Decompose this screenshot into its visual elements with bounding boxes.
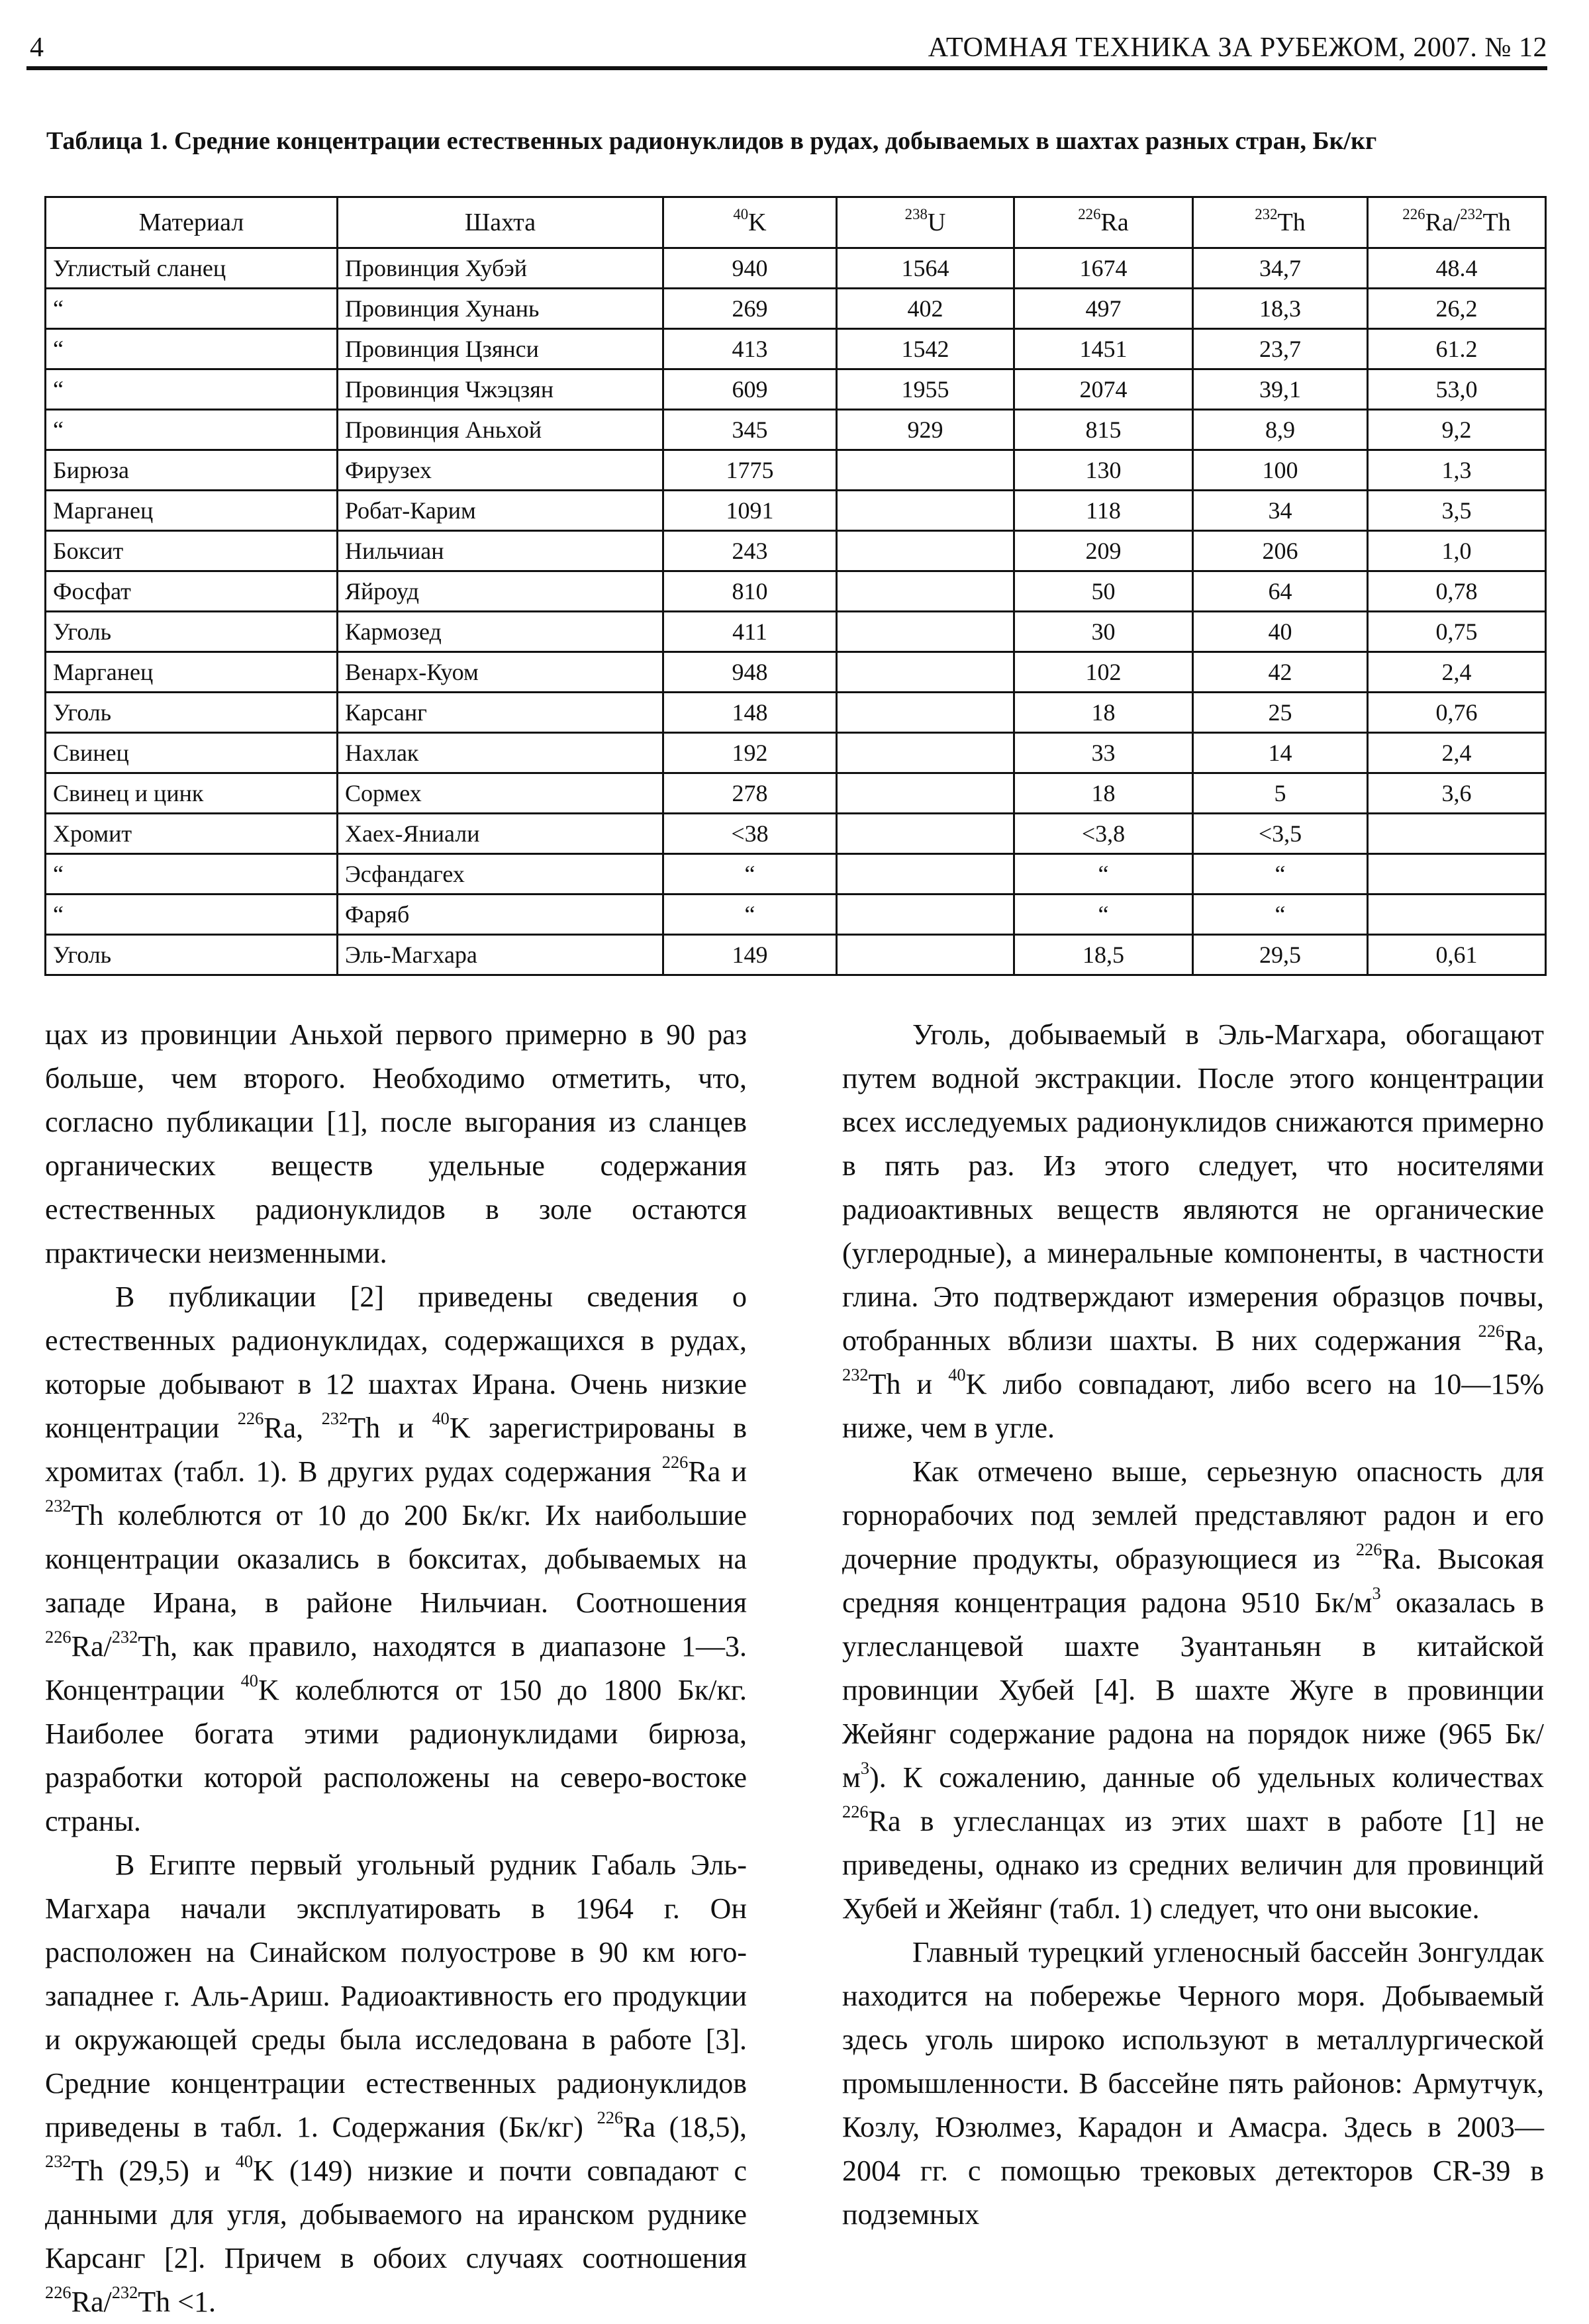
column-header xyxy=(1014,197,1193,248)
text-run: Th <1. xyxy=(138,2286,216,2318)
value-cell: 243 xyxy=(663,531,837,571)
value-cell: 192 xyxy=(663,733,837,773)
value-cell: 9,2 xyxy=(1368,410,1546,450)
table-row xyxy=(46,612,1546,652)
superscript: 226 xyxy=(661,1452,689,1473)
value-cell: 3,5 xyxy=(1368,491,1546,531)
running-head xyxy=(30,29,1547,66)
value-cell xyxy=(837,895,1014,935)
text-run: K зарегистрированы в хромитах (табл. 1). В других рудах содержания xyxy=(45,1412,747,1488)
material-cell: Боксит xyxy=(46,531,338,571)
element-symbol: U xyxy=(927,209,946,236)
value-cell: 53,0 xyxy=(1368,369,1546,410)
material-cell: Углистый сланец xyxy=(46,248,338,289)
value-cell: 102 xyxy=(1014,652,1193,693)
value-cell: 345 xyxy=(663,410,837,450)
value-cell: 64 xyxy=(1193,571,1368,612)
table-row xyxy=(46,773,1546,814)
mine-cell: Эль-Магхара xyxy=(338,935,663,975)
value-cell: 810 xyxy=(663,571,837,612)
material-cell: Марганец xyxy=(46,491,338,531)
value-cell: 413 xyxy=(663,329,837,369)
value-cell xyxy=(837,814,1014,854)
table-row xyxy=(46,895,1546,935)
value-cell: 100 xyxy=(1193,450,1368,491)
mine-cell: Робат-Карим xyxy=(338,491,663,531)
value-cell: 48.4 xyxy=(1368,248,1546,289)
superscript: 3 xyxy=(1372,1583,1381,1604)
isotope-mass: 232 xyxy=(1460,205,1483,222)
value-cell: 0,78 xyxy=(1368,571,1546,612)
value-cell: 402 xyxy=(837,289,1014,329)
table-row xyxy=(46,854,1546,895)
text-run: цах из провинции Аньхой первого примерно в 90 раз больше, чем второго. Необходимо отметить, что, согласно публикации [1], после выгорания из сланцев органических веществ удельные содержания естественных радионуклидов в золе остаются практически неизменными. xyxy=(45,1018,747,1269)
value-cell: 5 xyxy=(1193,773,1368,814)
data-table xyxy=(44,196,1547,976)
value-cell: 2074 xyxy=(1014,369,1193,410)
text-run: Уголь, добываемый в Эль-Магхара, обогащают путем водной экстракции. После этого концентрации всех исследуемых радионуклидов снижаются примерно в пять раз. Из этого следует, что носителями радиоактивных веществ являются не органические (углеродные), а минеральные компоненты, в частности глина. Это подтверждают измерения образцов почвы, отобранных вблизи шахты. В них содержания xyxy=(842,1018,1544,1357)
column-header xyxy=(338,197,663,248)
value-cell: 25 xyxy=(1193,693,1368,733)
value-cell: 18 xyxy=(1014,693,1193,733)
superscript: 3 xyxy=(860,1758,870,1778)
value-cell: “ xyxy=(663,895,837,935)
text-run: Th колеблются от 10 до 200 Бк/кг. Их наибольшие концентрации оказались в бокситах, добываемых на западе Ирана, в районе Нильчиан. Соотношения xyxy=(45,1499,747,1619)
material-cell: Уголь xyxy=(46,693,338,733)
mine-cell: Фаряб xyxy=(338,895,663,935)
material-cell: Бирюза xyxy=(46,450,338,491)
value-cell: 50 xyxy=(1014,571,1193,612)
right-column xyxy=(842,1013,1544,2237)
value-cell: “ xyxy=(1014,895,1193,935)
table-row xyxy=(46,369,1546,410)
paragraph xyxy=(45,1843,747,2324)
superscript: 226 xyxy=(45,2282,72,2303)
paragraph xyxy=(45,1275,747,1843)
table-row xyxy=(46,571,1546,612)
text-run: Ra в углесланцах из этих шахт в работе [1] не приведены, однако из средних величин для провинций Хубей и Жейянг (табл. 1) следует, что они высокие. xyxy=(842,1805,1544,1925)
text-run: Ra, xyxy=(1504,1324,1544,1357)
text-run: K колеблются от 150 до 1800 Бк/кг. Наиболее богата этими радионуклидами бирюза, разработки которой расположены на северо-востоке страны. xyxy=(45,1674,747,1837)
value-cell: 42 xyxy=(1193,652,1368,693)
value-cell: <3,5 xyxy=(1193,814,1368,854)
material-cell: Свинец xyxy=(46,733,338,773)
table-row xyxy=(46,450,1546,491)
text-run: Ra/ xyxy=(71,2286,112,2318)
material-cell: “ xyxy=(46,854,338,895)
value-cell xyxy=(837,854,1014,895)
value-cell xyxy=(837,531,1014,571)
value-cell: 130 xyxy=(1014,450,1193,491)
value-cell: 118 xyxy=(1014,491,1193,531)
superscript: 232 xyxy=(111,2282,138,2303)
table-body xyxy=(46,248,1546,975)
isotope-mass: 226 xyxy=(1078,205,1101,222)
element-symbol: Ra/ xyxy=(1425,209,1461,236)
table-row xyxy=(46,329,1546,369)
mine-cell: Провинция Хубэй xyxy=(338,248,663,289)
material-cell: Уголь xyxy=(46,935,338,975)
superscript: 226 xyxy=(597,2107,624,2128)
table-row xyxy=(46,814,1546,854)
superscript: 232 xyxy=(45,1496,72,1516)
mine-cell: Провинция Цзянси xyxy=(338,329,663,369)
value-cell: 411 xyxy=(663,612,837,652)
value-cell: 34 xyxy=(1193,491,1368,531)
paragraph xyxy=(45,1013,747,1275)
value-cell: 609 xyxy=(663,369,837,410)
superscript: 40 xyxy=(240,1670,258,1691)
paragraph xyxy=(842,1931,1544,2237)
value-cell xyxy=(837,773,1014,814)
table-header-row xyxy=(46,197,1546,248)
left-column xyxy=(45,1013,747,2324)
mine-cell: Карсанг xyxy=(338,693,663,733)
text-run: Ra/ xyxy=(71,1630,112,1663)
value-cell: 209 xyxy=(1014,531,1193,571)
value-cell: 23,7 xyxy=(1193,329,1368,369)
value-cell xyxy=(1368,814,1546,854)
mine-cell: Эсфандагех xyxy=(338,854,663,895)
text-run: K (149) низкие и почти совпадают с данными для угля, добываемого на иранском руднике Карсанг [2]. Причем в обоих случаях соотношения xyxy=(45,2155,747,2274)
value-cell: 29,5 xyxy=(1193,935,1368,975)
table-row xyxy=(46,652,1546,693)
text-run: K либо совпадают, либо всего на 10—15% ниже, чем в угле. xyxy=(842,1368,1544,1444)
value-cell: 3,6 xyxy=(1368,773,1546,814)
text-run: В публикации [2] приведены сведения о естественных радионуклидах, содержащихся в рудах, которые добывают в 12 шахтах Ирана. Очень низкие концентрации xyxy=(45,1281,747,1444)
material-cell: Свинец и цинк xyxy=(46,773,338,814)
value-cell: 2,4 xyxy=(1368,652,1546,693)
superscript: 40 xyxy=(948,1365,966,1385)
value-cell: 1775 xyxy=(663,450,837,491)
mine-cell: Кармозед xyxy=(338,612,663,652)
text-run: Ra, xyxy=(264,1412,322,1444)
value-cell: “ xyxy=(1193,895,1368,935)
superscript: 232 xyxy=(111,1627,138,1647)
material-cell: “ xyxy=(46,329,338,369)
value-cell: 26,2 xyxy=(1368,289,1546,329)
superscript: 226 xyxy=(237,1408,264,1429)
value-cell: 14 xyxy=(1193,733,1368,773)
mine-cell: Нильчиан xyxy=(338,531,663,571)
value-cell: 0,75 xyxy=(1368,612,1546,652)
value-cell: 0,61 xyxy=(1368,935,1546,975)
column-header xyxy=(837,197,1014,248)
mine-cell: Провинция Хунань xyxy=(338,289,663,329)
text-run: Th и xyxy=(348,1412,432,1444)
value-cell: 8,9 xyxy=(1193,410,1368,450)
header-label: Шахта xyxy=(464,209,536,236)
text-run: оказалась в углесланцевой шахте Зуантаньян в китайской провинции Хубей [4]. В шахте Жуге в провинции Жейянг содержание радона на порядок ниже (965 Бк/м xyxy=(842,1586,1544,1794)
value-cell: 148 xyxy=(663,693,837,733)
superscript: 40 xyxy=(432,1408,450,1429)
value-cell: 1,0 xyxy=(1368,531,1546,571)
value-cell: 18,3 xyxy=(1193,289,1368,329)
value-cell: 1091 xyxy=(663,491,837,531)
value-cell xyxy=(837,450,1014,491)
superscript: 226 xyxy=(842,1802,869,1822)
value-cell xyxy=(837,935,1014,975)
value-cell xyxy=(837,612,1014,652)
element-symbol: Th xyxy=(1482,209,1511,236)
value-cell: 18,5 xyxy=(1014,935,1193,975)
value-cell xyxy=(837,652,1014,693)
isotope-mass: 238 xyxy=(904,205,928,222)
mine-cell: Сормех xyxy=(338,773,663,814)
material-cell: “ xyxy=(46,369,338,410)
journal-title: АТОМНАЯ ТЕХНИКА ЗА РУБЕЖОМ, 2007. № 12 xyxy=(928,32,1547,63)
mine-cell: Хаех-Яниали xyxy=(338,814,663,854)
material-cell: “ xyxy=(46,289,338,329)
element-symbol: Ra xyxy=(1100,209,1129,236)
paragraph xyxy=(842,1450,1544,1931)
text-run: В Египте первый угольный рудник Габаль Эль-Магхара начали эксплуатировать в 1964 г. Он расположен на Синайском полуострове в 90 км юго-западнее г. Аль-Ариш. Радиоактивность его продукции и окружающей среды была исследована в работе [3]. Средние концентрации естественных радионуклидов приведены в табл. 1. Содержания (Бк/кг) xyxy=(45,1849,747,2143)
paragraph xyxy=(842,1013,1544,1450)
value-cell: 269 xyxy=(663,289,837,329)
isotope-mass: 40 xyxy=(733,205,749,222)
value-cell: 1955 xyxy=(837,369,1014,410)
value-cell xyxy=(837,491,1014,531)
value-cell: 815 xyxy=(1014,410,1193,450)
mine-cell: Провинция Чжэцзян xyxy=(338,369,663,410)
value-cell: <38 xyxy=(663,814,837,854)
value-cell xyxy=(1368,854,1546,895)
table-row xyxy=(46,491,1546,531)
value-cell: 1542 xyxy=(837,329,1014,369)
value-cell: “ xyxy=(663,854,837,895)
mine-cell: Провинция Аньхой xyxy=(338,410,663,450)
superscript: 226 xyxy=(1355,1539,1382,1560)
text-run: Th, как правило, находятся в диапазоне 1—3. Концентрации xyxy=(45,1630,747,1706)
material-cell: Фосфат xyxy=(46,571,338,612)
mine-cell: Венарх-Куом xyxy=(338,652,663,693)
table-row xyxy=(46,248,1546,289)
superscript: 226 xyxy=(1478,1321,1505,1341)
table-row xyxy=(46,410,1546,450)
isotope-mass: 226 xyxy=(1402,205,1425,222)
text-run: Th и xyxy=(868,1368,949,1400)
value-cell: 2,4 xyxy=(1368,733,1546,773)
element-symbol: K xyxy=(748,209,767,236)
value-cell: 497 xyxy=(1014,289,1193,329)
material-cell: Уголь xyxy=(46,612,338,652)
value-cell: 940 xyxy=(663,248,837,289)
text-run: Ra и xyxy=(688,1455,747,1488)
value-cell xyxy=(837,693,1014,733)
superscript: 232 xyxy=(321,1408,348,1429)
value-cell: 149 xyxy=(663,935,837,975)
value-cell: 206 xyxy=(1193,531,1368,571)
table-row xyxy=(46,693,1546,733)
value-cell: “ xyxy=(1014,854,1193,895)
value-cell: 61.2 xyxy=(1368,329,1546,369)
text-run: Как отмечено выше, серьезную опасность для горнорабочих под землей представляют радон и его дочерние продукты, образующиеся из xyxy=(842,1455,1544,1575)
value-cell: 30 xyxy=(1014,612,1193,652)
column-header xyxy=(46,197,338,248)
header-label: Материал xyxy=(138,209,244,236)
value-cell: 34,7 xyxy=(1193,248,1368,289)
header-rule xyxy=(26,66,1547,70)
material-cell: Марганец xyxy=(46,652,338,693)
text-run: ). К сожалению, данные об удельных количествах xyxy=(869,1761,1544,1794)
value-cell: 278 xyxy=(663,773,837,814)
mine-cell: Нахлак xyxy=(338,733,663,773)
value-cell xyxy=(837,571,1014,612)
element-symbol: Th xyxy=(1277,209,1306,236)
text-run: Ra (18,5), xyxy=(623,2111,747,2143)
column-header xyxy=(1193,197,1368,248)
isotope-mass: 232 xyxy=(1255,205,1278,222)
table-row xyxy=(46,935,1546,975)
mine-cell: Яйроуд xyxy=(338,571,663,612)
superscript: 40 xyxy=(235,2151,254,2172)
table-row xyxy=(46,531,1546,571)
text-run: Th (29,5) и xyxy=(71,2155,236,2187)
column-header xyxy=(663,197,837,248)
value-cell: 1564 xyxy=(837,248,1014,289)
value-cell xyxy=(837,733,1014,773)
value-cell xyxy=(1368,895,1546,935)
page-number: 4 xyxy=(30,32,44,63)
column-header xyxy=(1368,197,1546,248)
value-cell: 948 xyxy=(663,652,837,693)
value-cell: 1674 xyxy=(1014,248,1193,289)
superscript: 232 xyxy=(842,1365,869,1385)
table-row xyxy=(46,289,1546,329)
superscript: 232 xyxy=(45,2151,72,2172)
value-cell: 39,1 xyxy=(1193,369,1368,410)
value-cell: 18 xyxy=(1014,773,1193,814)
material-cell: “ xyxy=(46,410,338,450)
value-cell: <3,8 xyxy=(1014,814,1193,854)
mine-cell: Фирузех xyxy=(338,450,663,491)
value-cell: 40 xyxy=(1193,612,1368,652)
value-cell: 1,3 xyxy=(1368,450,1546,491)
table-caption: Таблица 1. Средние концентрации естественных радионуклидов в рудах, добываемых в шахтах разных стран, Бк/кг xyxy=(46,127,1377,155)
value-cell: 0,76 xyxy=(1368,693,1546,733)
material-cell: Хромит xyxy=(46,814,338,854)
superscript: 226 xyxy=(45,1627,72,1647)
text-run: Ra. Высокая средняя концентрация радона 9510 Бк/м xyxy=(842,1543,1544,1619)
value-cell: “ xyxy=(1193,854,1368,895)
table-row xyxy=(46,733,1546,773)
text-run: Главный турецкий угленосный бассейн Зонгулдак находится на побережье Черного моря. Добываемый здесь уголь широко используют в металлургической промышленности. В бассейне пять районов: Армутчук, Козлу, Юзюлмез, Карадон и Амасра. Здесь в 2003—2004 гг. с помощью трековых детекторов CR-39 в подземных xyxy=(842,1936,1544,2231)
value-cell: 929 xyxy=(837,410,1014,450)
value-cell: 1451 xyxy=(1014,329,1193,369)
value-cell: 33 xyxy=(1014,733,1193,773)
material-cell: “ xyxy=(46,895,338,935)
